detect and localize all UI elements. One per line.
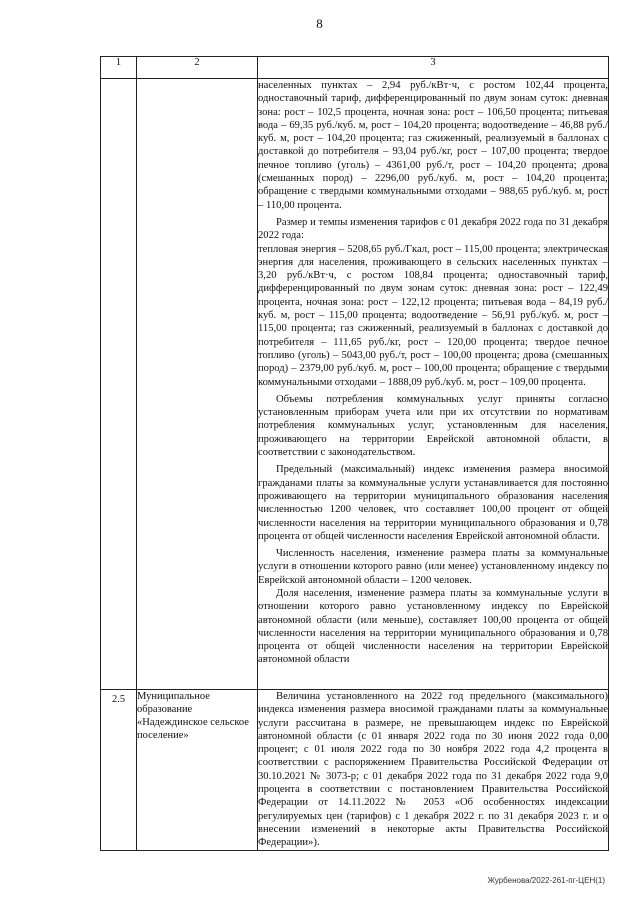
document-footer-code: Журбенова/2022-261-пг-ЦЕН(1)	[487, 876, 605, 885]
tariff-table	[100, 56, 609, 851]
header-col-2: 2	[137, 57, 258, 79]
paragraph-population-count: Численность населения, изменение размера платы за коммунальные услуги в отношении которого равно (или менее) установленному индексу по Еврейской автономной области – 1200 человек.	[258, 548, 608, 586]
header-col-3: 3	[258, 57, 609, 79]
header-col-1: 1	[101, 57, 137, 79]
page-number: 8	[316, 16, 323, 31]
row1-municipality-cell	[137, 79, 258, 690]
row-number: 2.5	[101, 690, 137, 851]
paragraph-tariffs-continued: населенных пунктах – 2,94 руб./кВт·ч, с ростом 102,44 процента, одноставочный тариф, дифференцированный по двум зонам суток: дневная зона: рост – 102,5 процента, ночная зона: рост – 106,50 процента; питьевая вода – 69,35 руб./куб. м, рост – 104,20 процента; водоотведение – 46,88 руб./куб. м, рост – 104,20 процента; газ сжиженный, реализуемый в баллонах с доставкой до потребителя – 93,04 руб./кг, рост – 107,00 процента; твердое печное топливо (уголь) – 4361,00 руб./т, рост – 104,20 процента; дрова (смешанных пород) – 2296,00 руб./куб. м, рост – 104,20 процента; обращение с твердыми коммунальными отходами – 988,65 руб./куб. м, рост – 110,00 процента.	[258, 80, 608, 211]
paragraph-population-share: Доля населения, изменение размера платы за коммунальные услуги в отношении которого равно установленному индексу по Еврейской автономной области (или меньше), составляет 100,00 процента от общей численности населения на территории муниципального образования и 0,78 процента от общей численности населения на территории Еврейской автономной области	[258, 587, 608, 666]
row1-text-cell	[258, 79, 609, 690]
row1-number-cell	[101, 79, 137, 690]
table-row	[101, 79, 609, 690]
municipality-name: Муниципальное образование «Надеждинское сельское поселение»	[137, 690, 258, 851]
row2-text-cell	[258, 690, 609, 851]
paragraph-consumption-volumes: Объемы потребления коммунальных услуг приняты согласно установленным приборам учета или при их отсутствии по нормативам потребления коммунальных услуг, установленным для населения, проживающего на территории Еврейской автономной области, в соответствии с законодательством.	[258, 393, 608, 459]
table-header-row	[101, 57, 609, 79]
paragraph-index-value: Величина установленного на 2022 год предельного (максимального) индекса изменения размера вносимой гражданами платы за коммунальные услуги рассчитана в размере, не превышающем индекс по Еврейской автономной области (с 01 января 2022 года по 30 июня 2022 года 0,00 процент; с 01 июля 2022 года по 30 ноября 2022 года 4,2 процента в соответствии с распоряжением Правительства Российской Федерации от 30.10.2021 № 3073-р; с 01 декабря 2022 года по 31 декабря 2022 года 9,0 процента в соответствии с постановлением Правительства Российской Федерации от 14.11.2022 № 2053 «Об особенностях индексации регулируемых цен (тарифов) с 1 декабря 2022 г. по 31 декабря 2023 г. и о внесении изменений в некоторые акты Правительства Российской Федерации»).	[258, 691, 608, 849]
table-row	[101, 690, 609, 851]
paragraph-december-heading: Размер и темпы изменения тарифов с 01 декабря 2022 года по 31 декабря 2022 года:	[258, 216, 608, 242]
paragraph-december-tariffs: тепловая энергия – 5208,65 руб./Гкал, рост – 115,00 процента; электрическая энергия для населения, проживающего в сельских населенных пунктах – 3,20 руб./кВт·ч, с ростом 108,84 процента; одноставочный тариф, дифференцированный по двум зонам суток: дневная зона: рост – 122,49 процента, ночная зона: рост – 122,12 процента; питьевая вода – 84,19 руб./куб. м, рост – 115,00 процента; водоотведение – 56,91 руб./куб. м, рост – 115,00 процента; газ сжиженный, реализуемый в баллонах с доставкой до потребителя – 111,65 руб./кг, рост – 120,00 процента; твердое печное топливо (уголь) – 5043,00 руб./т, рост – 100,00 процента; дрова (смешанных пород) – 2379,00 руб./куб. м, рост – 100,00 процента; обращение с твердыми коммунальными отходами – 1888,09 руб./куб. м, рост – 109,00 процента.	[258, 243, 608, 388]
paragraph-max-index: Предельный (максимальный) индекс изменения размера вносимой гражданами платы за коммунальные услуги устанавливается для постоянно проживающего на территории муниципального образования населения численностью 1200 человек, что составляет 100,00 процент от общей численности населения на территории муниципального образования и 0,78 процента от общей численности населения Еврейской автономной области.	[258, 464, 608, 542]
